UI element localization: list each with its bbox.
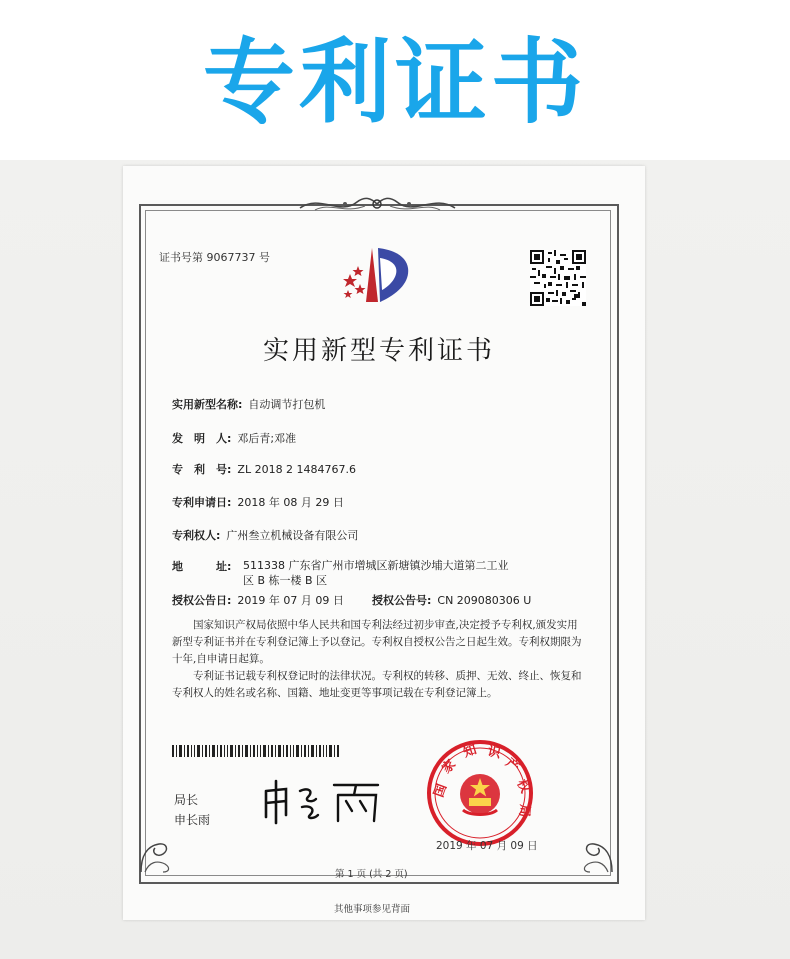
svg-text:识: 识 — [486, 744, 503, 762]
svg-text:家: 家 — [439, 757, 460, 777]
banner-title: 专利证书 — [202, 29, 587, 136]
qr-code-icon — [530, 250, 586, 306]
cert-no-value: 9067737 — [206, 251, 256, 264]
paragraph-legal-status: 专利证书记载专利权登记时的法律状况。专利权的转移、质押、无效、终止、恢复和专利权人的姓名或名称、国籍、地址变更等事项记载在专利登记簿上。 — [172, 670, 582, 699]
field-filing-date-value: 2018 年 08 月 29 日 — [237, 496, 344, 509]
field-filing-date-label: 专利申请日: — [172, 496, 232, 509]
field-name-value: 自动调节打包机 — [248, 398, 326, 411]
field-patent-no-label: 专 利 号: — [172, 463, 232, 476]
corner-ornament-icon — [139, 826, 187, 874]
patent-office-logo-icon — [336, 244, 418, 308]
field-grant-no-label: 授权公告号: — [372, 594, 432, 607]
svg-text:权: 权 — [513, 777, 533, 796]
field-patent-no-value: ZL 2018 2 1484767.6 — [237, 463, 357, 476]
field-inventor-label: 发 明 人: — [172, 432, 232, 445]
cert-no-suffix: 号 — [259, 251, 270, 264]
field-patentee-value: 广州叁立机械设备有限公司 — [226, 529, 359, 542]
field-patent-no — [172, 461, 356, 477]
field-grant-date — [172, 592, 344, 608]
field-grant-date-value: 2019 年 07 月 09 日 — [237, 594, 344, 607]
field-grant-no — [372, 592, 531, 608]
field-inventor-value: 邓后青;邓准 — [237, 432, 297, 445]
seal-date: 2019 年 07 月 09 日 — [436, 840, 538, 852]
field-name — [172, 396, 325, 412]
official-seal-icon — [425, 738, 535, 848]
field-patentee — [172, 527, 358, 543]
field-address-label: 地 址: — [172, 560, 232, 573]
svg-text:产: 产 — [502, 755, 523, 776]
svg-text:局: 局 — [515, 803, 532, 818]
svg-text:国: 国 — [431, 782, 451, 800]
field-name-label: 实用新型名称: — [172, 398, 243, 411]
field-grant-date-label: 授权公告日: — [172, 594, 232, 607]
corner-ornament-icon — [566, 826, 614, 874]
paragraph-grant: 国家知识产权局依照中华人民共和国专利法经过初步审查,决定授予专利权,颁发实用新型专利证书并在专利登记簿上予以登记。专利权自授权公告之日起生效。专利权期限为十年,自申请日起算。 — [172, 619, 582, 665]
field-inventor — [172, 430, 296, 446]
field-grant-no-value: CN 209080306 U — [437, 594, 532, 607]
handwritten-signature-icon — [258, 777, 388, 827]
field-address-value: 511338 广东省广州市增城区新塘镇沙埔大道第二工业区 B 栋一楼 B 区 — [243, 559, 509, 587]
cert-no-label: 证书号第 — [159, 251, 203, 264]
field-patentee-label: 专利权人: — [172, 529, 221, 542]
field-filing-date — [172, 494, 344, 510]
field-address — [172, 558, 231, 574]
banner — [0, 0, 790, 160]
certificate-number — [159, 249, 270, 265]
certificate-title: 实用新型专利证书 — [262, 336, 495, 366]
barcode-icon — [172, 745, 340, 757]
svg-text:知: 知 — [461, 742, 479, 761]
signatory-name: 申长雨 — [174, 813, 211, 827]
footer-note: 其他事项参见背面 — [334, 904, 411, 915]
page-number: 第 1 页 (共 2 页) — [335, 869, 408, 880]
signatory-title: 局长 — [174, 793, 199, 807]
top-ornament-icon — [295, 190, 460, 220]
